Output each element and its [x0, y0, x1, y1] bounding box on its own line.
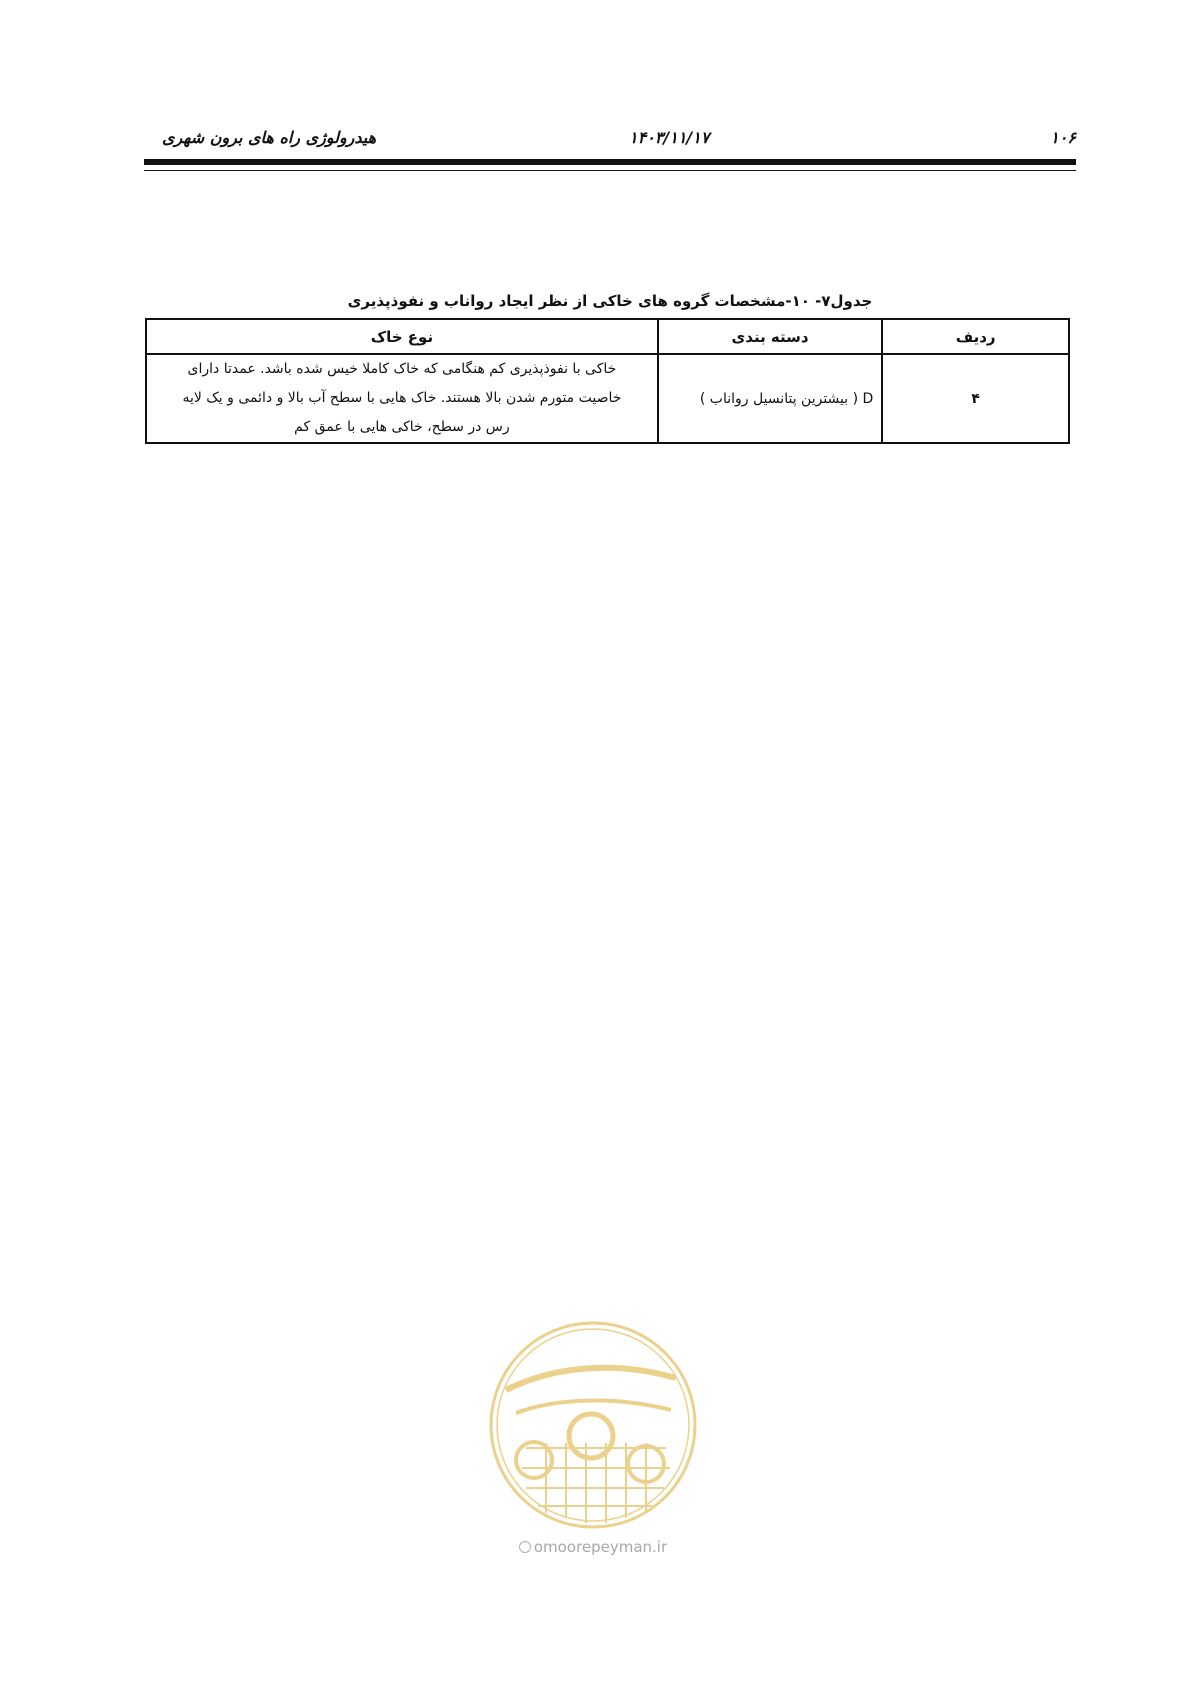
- watermark-website: [498, 1538, 688, 1556]
- document-title: هیدرولوژی راه های برون شهری: [162, 128, 377, 147]
- row-number-cell: ۴: [882, 354, 1069, 443]
- table-row: [146, 354, 1069, 443]
- category-cell: D ( بیشترین پتانسیل رواناب ): [658, 354, 882, 443]
- soil-type-cell: [146, 354, 658, 443]
- soil-type-line: خاصیت متورم شدن بالا هستند. خاک هایی با سطح آب بالا و دائمی و یک لایه: [182, 390, 622, 406]
- header-category: دسته بندی: [658, 319, 882, 354]
- soil-type-line: رس در سطح، خاکی هایی با عمق کم: [294, 419, 510, 435]
- soil-groups-table: [145, 318, 1070, 444]
- table-header-row: [146, 319, 1069, 354]
- page-number: ۱۰۶: [1050, 128, 1076, 147]
- globe-icon: [519, 1541, 531, 1553]
- watermark-seal-icon: [486, 1318, 700, 1532]
- header-rule-thick: [144, 159, 1076, 165]
- header-row-number: ردیف: [882, 319, 1069, 354]
- header-rule-thin: [144, 170, 1076, 171]
- watermark-logo: [486, 1318, 700, 1532]
- document-date: ۱۴۰۳/۱۱/۱۷: [629, 128, 710, 147]
- soil-type-line: خاکی با نفوذپذیری کم هنگامی که خاک کاملا خیس شده باشد. عمدتا دارای: [187, 361, 617, 377]
- page-header: [144, 128, 1076, 152]
- table-caption: جدول۷- ۱۰-مشخصات گروه های خاکی از نظر ایجاد رواناب و نفوذپذیری: [347, 292, 873, 310]
- watermark-website-text: omoorepeyman.ir: [533, 1538, 668, 1556]
- header-soil-type: نوع خاک: [146, 319, 658, 354]
